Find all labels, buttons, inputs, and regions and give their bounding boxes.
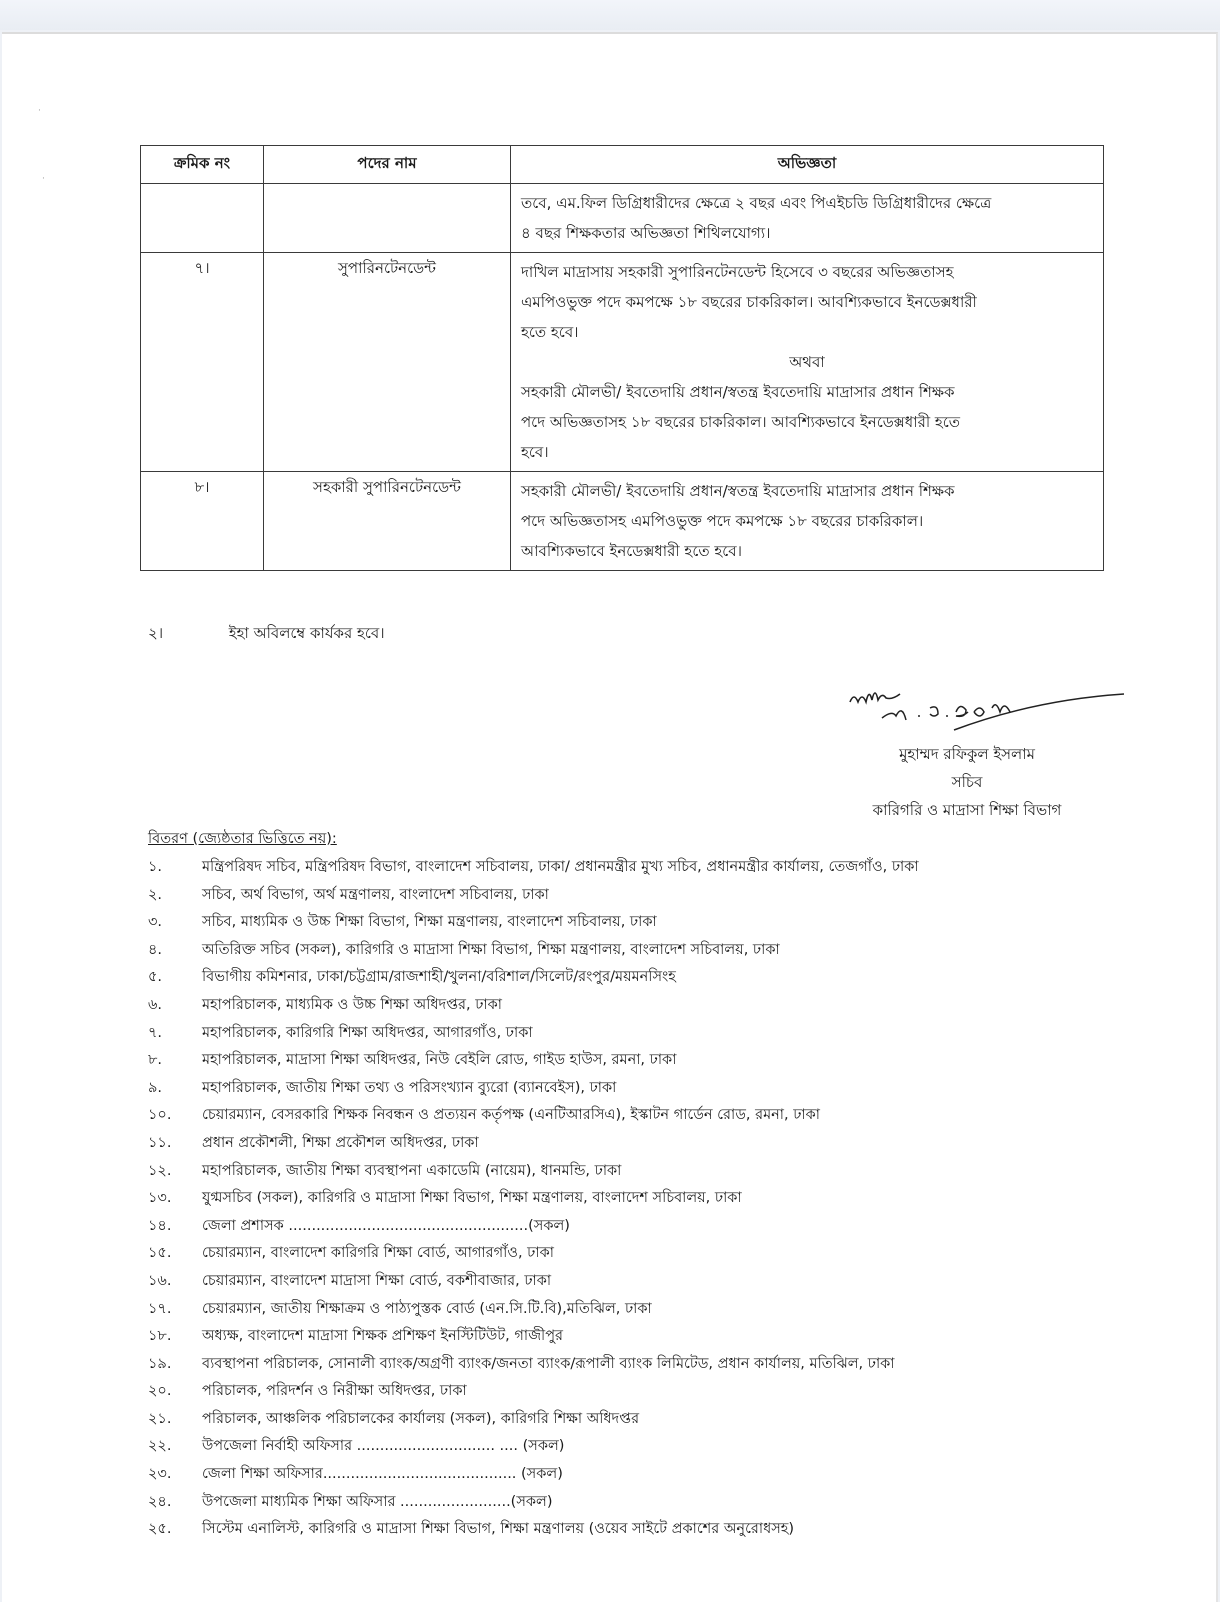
distribution-item-number: ৩.: [148, 914, 163, 931]
distribution-item-text: চেয়ারম্যান, বেসরকারি শিক্ষক নিবন্ধন ও প্রত্যয়ন কর্তৃপক্ষ (এনটিআরসিএ), ইস্কাটন গার্ডেন রোড, রমনা, ঢাকা: [202, 1107, 820, 1124]
distribution-item-text: উপজেলা মাধ্যমিক শিক্ষা অফিসার ........................(সকল): [202, 1493, 553, 1510]
distribution-item-text: মন্ত্রিপরিষদ সচিব, মন্ত্রিপরিষদ বিভাগ, বাংলাদেশ সচিবালয়, ঢাকা/ প্রধানমন্ত্রীর মুখ্য সচিব, প্রধানমন্ত্রীর কার্যালয়, তেজগাঁও, ঢাকা: [202, 859, 919, 875]
distribution-item-number: ২২.: [148, 1438, 172, 1455]
distribution-item-number: ৬.: [148, 996, 163, 1013]
cell-post: সুপারিনটেনডেন্ট: [264, 253, 511, 472]
distribution-item-text: উপজেলা নির্বাহী অফিসার .............................. .... (সকল): [202, 1438, 565, 1455]
cell-serial: [141, 184, 264, 253]
distribution-item-number: ১২.: [148, 1162, 172, 1179]
experience-line: হতে হবে।: [521, 323, 579, 341]
distribution-item-text: ব্যবস্থাপনা পরিচালক, সোনালী ব্যাংক/অগ্রণী ব্যাংক/জনতা ব্যাংক/রূপালী ব্যাংক লিমিটেড, প্রধান কার্যালয়, মতিঝিল, ঢাকা: [202, 1355, 895, 1372]
distribution-item-number: ১৫.: [148, 1245, 172, 1262]
scan-mark: ·: [42, 174, 45, 184]
distribution-item-number: ১.: [148, 859, 163, 875]
distribution-item-text: মহাপরিচালক, জাতীয় শিক্ষা তথ্য ও পরিসংখ্যান ব্যুরো (ব্যানবেইস), ঢাকা: [202, 1079, 617, 1096]
distribution-item-number: ২০.: [148, 1383, 172, 1400]
experience-line: তবে, এম.ফিল ডিগ্রিধারীদের ক্ষেত্রে ২ বছর এবং পিএইচডি ডিগ্রিধারীদের ক্ষেত্রে: [521, 194, 992, 212]
distribution-item: [148, 854, 1108, 882]
distribution-item-number: ১৭.: [148, 1300, 172, 1317]
distribution-item-text: জেলা শিক্ষা অফিসার.......................................... (সকল): [202, 1466, 563, 1483]
or-separator: অথবা: [789, 353, 825, 371]
cell-post: [264, 184, 511, 253]
distribution-item-text: সচিব, মাধ্যমিক ও উচ্চ শিক্ষা বিভাগ, শিক্ষা মন্ত্রণালয়, বাংলাদেশ সচিবালয়, ঢাকা: [202, 914, 657, 931]
distribution-item-number: ১৯.: [148, 1355, 172, 1372]
distribution-item-text: যুগ্মসচিব (সকল), কারিগরি ও মাদ্রাসা শিক্ষা বিভাগ, শিক্ষা মন্ত্রণালয়, বাংলাদেশ সচিবালয়, ঢাকা: [202, 1190, 742, 1207]
experience-line: সহকারী মৌলভী/ ইবতেদায়ি প্রধান/স্বতন্ত্র ইবতেদায়ি মাদ্রাসার প্রধান শিক্ষক: [521, 383, 955, 401]
distribution-item-number: ২১.: [148, 1410, 172, 1427]
distribution-item: [148, 1075, 1108, 1103]
header-serial: ক্রমিক নং: [141, 146, 264, 184]
distribution-item: [148, 1158, 1108, 1186]
distribution-item: [148, 1433, 1108, 1461]
distribution-item: [148, 937, 1108, 965]
table-header-row: [141, 146, 1104, 184]
experience-line: দাখিল মাদ্রাসায় সহকারী সুপারিনটেনডেন্ট হিসেবে ৩ বছরের অভিজ্ঞতাসহ: [521, 263, 954, 281]
distribution-item-number: ৪.: [148, 941, 163, 958]
distribution-item: [148, 882, 1108, 910]
distribution-item-text: মহাপরিচালক, জাতীয় শিক্ষা ব্যবস্থাপনা একাডেমি (নায়েম), ধানমন্ডি, ঢাকা: [202, 1162, 622, 1179]
distribution-item: [148, 1185, 1108, 1213]
distribution-item-number: ২৪.: [148, 1493, 172, 1510]
cell-serial: ৮।: [141, 472, 264, 571]
cell-experience: [511, 184, 1104, 253]
experience-line: সহকারী মৌলভী/ ইবতেদায়ি প্রধান/স্বতন্ত্র ইবতেদায়ি মাদ্রাসার প্রধান শিক্ষক: [521, 482, 955, 500]
clause-text: ইহা অবিলম্বে কার্যকর হবে।: [228, 624, 385, 642]
signatory-division: কারিগরি ও মাদ্রাসা শিক্ষা বিভাগ: [872, 801, 1062, 819]
distribution-item: [148, 1047, 1108, 1075]
distribution-item-number: ২৩.: [148, 1466, 172, 1483]
distribution-item-text: বিভাগীয় কমিশনার, ঢাকা/চট্টগ্রাম/রাজশাহী/খুলনা/বরিশাল/সিলেট/রংপুর/ময়মনসিংহ: [202, 969, 676, 986]
distribution-item-text: সচিব, অর্থ বিভাগ, অর্থ মন্ত্রণালয়, বাংলাদেশ সচিবালয়, ঢাকা: [202, 886, 549, 903]
viewer-top-band: [0, 0, 1220, 30]
distribution-item-text: অতিরিক্ত সচিব (সকল), কারিগরি ও মাদ্রাসা শিক্ষা বিভাগ, শিক্ষা মন্ত্রণালয়, বাংলাদেশ সচিবালয়, ঢাকা: [202, 941, 780, 958]
distribution-item: [148, 1323, 1108, 1351]
experience-line: পদে অভিজ্ঞতাসহ ১৮ বছরের চাকরিকাল। আবশ্যিকভাবে ইনডেক্সধারী হতে: [521, 413, 961, 431]
signatory-name: মুহাম্মদ রফিকুল ইসলাম: [899, 745, 1035, 763]
experience-line: হবে।: [521, 443, 549, 461]
distribution-item-text: মহাপরিচালক, মাধ্যমিক ও উচ্চ শিক্ষা অধিদপ্তর, ঢাকা: [202, 996, 503, 1013]
distribution-item-number: ১৬.: [148, 1272, 172, 1289]
distribution-item-text: চেয়ারম্যান, বাংলাদেশ মাদ্রাসা শিক্ষা বোর্ড, বকশীবাজার, ঢাকা: [202, 1272, 552, 1289]
experience-line: ৪ বছর শিক্ষকতার অভিজ্ঞতা শিথিলযোগ্য।: [521, 224, 771, 242]
document-page: [2, 32, 1218, 1602]
distribution-item: [148, 1268, 1108, 1296]
distribution-item-number: ১১.: [148, 1134, 172, 1151]
table-row: [141, 472, 1104, 571]
distribution-item-number: ২.: [148, 886, 163, 903]
distribution-item-text: চেয়ারম্যান, জাতীয় শিক্ষাক্রম ও পাঠ্যপুস্তক বোর্ড (এন.সি.টি.বি),মতিঝিল, ঢাকা: [202, 1300, 652, 1317]
signatory-block: [822, 740, 1112, 824]
distribution-title: বিতরণ (জ্যেষ্ঠতার ভিত্তিতে নয়):: [148, 831, 337, 847]
distribution-item-text: প্রধান প্রকৌশলী, শিক্ষা প্রকৌশল অধিদপ্তর, ঢাকা: [202, 1134, 479, 1151]
distribution-item: [148, 1240, 1108, 1268]
distribution-item-text: সিস্টেম এনালিস্ট, কারিগরি ও মাদ্রাসা শিক্ষা বিভাগ, শিক্ষা মন্ত্রণালয় (ওয়েব সাইটে প্রকাশের অনুরোধসহ): [202, 1521, 795, 1538]
distribution-item: [148, 1020, 1108, 1048]
experience-line: পদে অভিজ্ঞতাসহ এমপিওভুক্ত পদে কমপক্ষে ১৮ বছরের চাকরিকাল।: [521, 512, 924, 530]
distribution-item-number: ৮.: [148, 1052, 163, 1069]
cell-post: সহকারী সুপারিনটেনডেন্ট: [264, 472, 511, 571]
distribution-item: [148, 909, 1108, 937]
cell-experience: [511, 253, 1104, 472]
distribution-item-number: ৯.: [148, 1079, 163, 1096]
distribution-item: [148, 1102, 1108, 1130]
distribution-item-text: জেলা প্রশাসক ....................................................(সকল): [202, 1217, 570, 1234]
distribution-item-number: ২৫.: [148, 1521, 172, 1538]
cell-serial: ৭।: [141, 253, 264, 472]
header-post: পদের নাম: [264, 146, 511, 184]
distribution-item: [148, 1296, 1108, 1324]
distribution-item: [148, 1489, 1108, 1517]
distribution-item: [148, 1130, 1108, 1158]
distribution-item: [148, 1461, 1108, 1489]
scan-mark: ·: [38, 106, 41, 116]
distribution-item-text: পরিচালক, পরিদর্শন ও নিরীক্ষা অধিদপ্তর, ঢাকা: [202, 1383, 467, 1400]
header-experience: অভিজ্ঞতা: [511, 146, 1104, 184]
signatory-designation: সচিব: [951, 773, 983, 791]
table-row: [141, 184, 1104, 253]
qualification-table: [140, 145, 1104, 571]
distribution-item-text: মহাপরিচালক, মাদ্রাসা শিক্ষা অধিদপ্তর, নিউ বেইলি রোড, গাইড হাউস, রমনা, ঢাকা: [202, 1052, 677, 1069]
distribution-item-number: ৫.: [148, 969, 163, 986]
clause-number: ২।: [148, 624, 164, 642]
distribution-item: [148, 1516, 1108, 1544]
experience-line: আবশ্যিকভাবে ইনডেক্সধারী হতে হবে।: [521, 542, 742, 560]
experience-line: এমপিওভুক্ত পদে কমপক্ষে ১৮ বছরের চাকরিকাল। আবশ্যিকভাবে ইনডেক্সধারী: [521, 293, 977, 311]
distribution-item: [148, 1378, 1108, 1406]
distribution-item: [148, 1406, 1108, 1434]
clause-effective: [148, 622, 385, 647]
cell-experience: [511, 472, 1104, 571]
table-row: [141, 253, 1104, 472]
distribution-item-number: ১৮.: [148, 1328, 172, 1345]
distribution-item: [148, 1213, 1108, 1241]
distribution-section: [148, 828, 1108, 1544]
distribution-item-text: চেয়ারম্যান, বাংলাদেশ কারিগরি শিক্ষা বোর্ড, আগারগাঁও, ঢাকা: [202, 1245, 554, 1262]
distribution-item-number: ৭.: [148, 1024, 163, 1041]
distribution-item: [148, 1351, 1108, 1379]
distribution-item-number: ১৪.: [148, 1217, 172, 1234]
distribution-item: [148, 992, 1108, 1020]
distribution-list: [148, 854, 1108, 1544]
distribution-item-text: পরিচালক, আঞ্চলিক পরিচালকের কার্যালয় (সকল), কারিগরি শিক্ষা অধিদপ্তর: [202, 1410, 640, 1427]
distribution-item: [148, 964, 1108, 992]
distribution-item-text: অধ্যক্ষ, বাংলাদেশ মাদ্রাসা শিক্ষক প্রশিক্ষণ ইনস্টিটিউট, গাজীপুর: [202, 1328, 564, 1345]
distribution-item-number: ১৩.: [148, 1190, 172, 1207]
distribution-item-number: ১০.: [148, 1107, 172, 1124]
signature-icon: [842, 672, 1132, 732]
distribution-item-text: মহাপরিচালক, কারিগরি শিক্ষা অধিদপ্তর, আগারগাঁও, ঢাকা: [202, 1024, 533, 1041]
